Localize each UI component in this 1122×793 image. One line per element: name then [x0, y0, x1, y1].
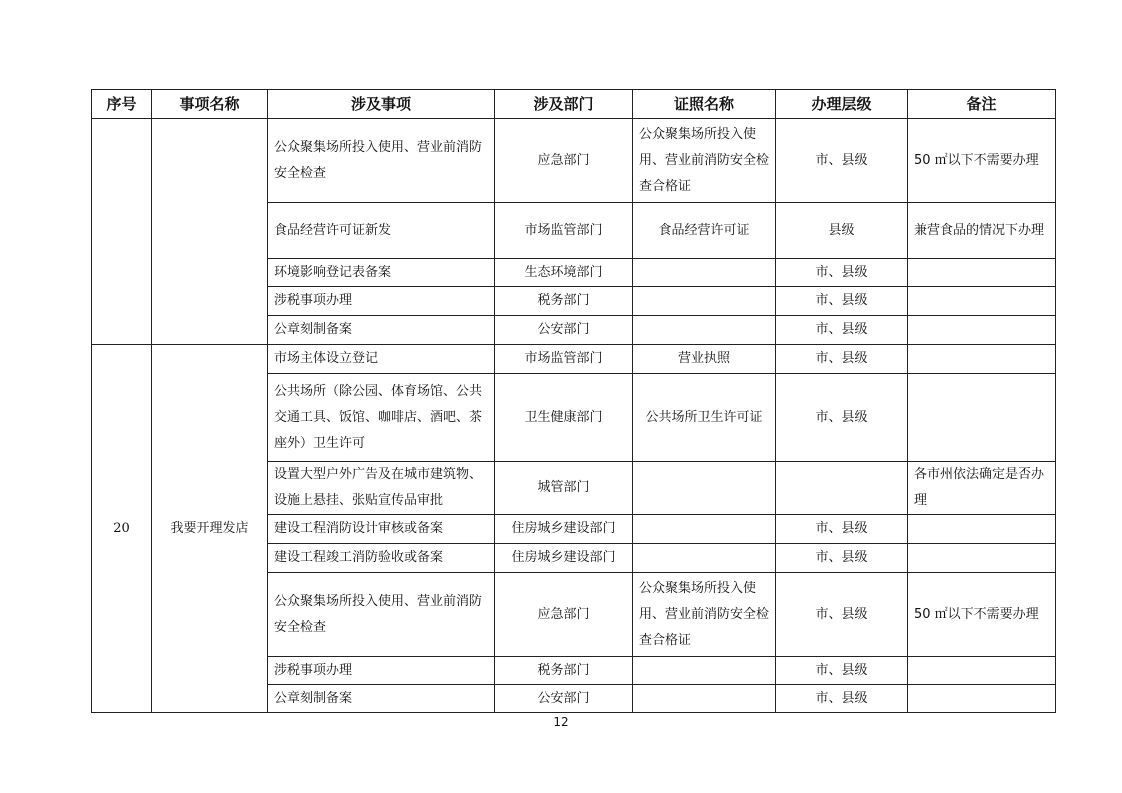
note-cell [908, 544, 1056, 573]
note-cell [908, 259, 1056, 287]
license-cell [633, 259, 776, 287]
level-cell: 市、县级 [776, 544, 908, 573]
page-number: 12 [553, 715, 569, 729]
level-cell: 市、县级 [776, 515, 908, 544]
license-cell [633, 462, 776, 515]
license-cell [633, 287, 776, 316]
level-cell: 市、县级 [776, 287, 908, 316]
header-row [92, 90, 1056, 119]
note-cell [908, 374, 1056, 462]
department-cell: 城管部门 [495, 462, 633, 515]
note-cell [908, 657, 1056, 685]
involved-item-cell: 公众聚集场所投入使用、营业前消防安全检查 [268, 119, 495, 203]
license-cell [633, 515, 776, 544]
header-department: 涉及部门 [495, 90, 633, 119]
involved-item-cell: 建设工程消防设计审核或备案 [268, 515, 495, 544]
department-cell: 住房城乡建设部门 [495, 515, 633, 544]
level-cell: 市、县级 [776, 657, 908, 685]
department-cell: 应急部门 [495, 573, 633, 657]
license-cell: 食品经营许可证 [633, 203, 776, 259]
level-cell: 市、县级 [776, 573, 908, 657]
involved-item-cell: 市场主体设立登记 [268, 345, 495, 374]
license-cell [633, 316, 776, 345]
department-cell: 应急部门 [495, 119, 633, 203]
note-cell [908, 515, 1056, 544]
header-level: 办理层级 [776, 90, 908, 119]
department-cell: 税务部门 [495, 657, 633, 685]
level-cell [776, 462, 908, 515]
header-involved-item: 涉及事项 [268, 90, 495, 119]
note-cell [908, 287, 1056, 316]
note-cell: 各市州依法确定是否办理 [908, 462, 1056, 515]
note-cell: 兼营食品的情况下办理 [908, 203, 1056, 259]
header-seq: 序号 [92, 90, 152, 119]
department-cell: 公安部门 [495, 316, 633, 345]
table-row [92, 119, 1056, 203]
level-cell: 市、县级 [776, 374, 908, 462]
involved-item-cell: 建设工程竣工消防验收或备案 [268, 544, 495, 573]
note-cell: 50 ㎡以下不需要办理 [908, 573, 1056, 657]
license-cell: 营业执照 [633, 345, 776, 374]
level-cell: 市、县级 [776, 345, 908, 374]
department-cell: 市场监管部门 [495, 203, 633, 259]
note-cell [908, 316, 1056, 345]
level-cell: 市、县级 [776, 119, 908, 203]
department-cell: 卫生健康部门 [495, 374, 633, 462]
department-cell: 住房城乡建设部门 [495, 544, 633, 573]
department-cell: 生态环境部门 [495, 259, 633, 287]
involved-item-cell: 公章刻制备案 [268, 316, 495, 345]
header-matter-name: 事项名称 [152, 90, 268, 119]
header-license: 证照名称 [633, 90, 776, 119]
header-note: 备注 [908, 90, 1056, 119]
involved-item-cell: 设置大型户外广告及在城市建筑物、设施上悬挂、张贴宣传品审批 [268, 462, 495, 515]
level-cell: 市、县级 [776, 316, 908, 345]
matter-name-cell [152, 119, 268, 345]
table-row [92, 345, 1056, 374]
matters-table [91, 89, 1056, 713]
license-cell [633, 544, 776, 573]
license-cell: 公众聚集场所投入使用、营业前消防安全检查合格证 [633, 119, 776, 203]
department-cell: 公安部门 [495, 685, 633, 713]
seq-cell [92, 119, 152, 345]
license-cell [633, 685, 776, 713]
note-cell: 50 ㎡以下不需要办理 [908, 119, 1056, 203]
license-cell [633, 657, 776, 685]
license-cell: 公众聚集场所投入使用、营业前消防安全检查合格证 [633, 573, 776, 657]
involved-item-cell: 涉税事项办理 [268, 287, 495, 316]
involved-item-cell: 公章刻制备案 [268, 685, 495, 713]
department-cell: 税务部门 [495, 287, 633, 316]
level-cell: 市、县级 [776, 685, 908, 713]
matter-name-cell: 我要开理发店 [152, 345, 268, 713]
level-cell: 市、县级 [776, 259, 908, 287]
involved-item-cell: 食品经营许可证新发 [268, 203, 495, 259]
license-cell: 公共场所卫生许可证 [633, 374, 776, 462]
seq-cell: 20 [92, 345, 152, 713]
level-cell: 县级 [776, 203, 908, 259]
involved-item-cell: 公共场所（除公园、体育场馆、公共交通工具、饭馆、咖啡店、酒吧、茶座外）卫生许可 [268, 374, 495, 462]
note-cell [908, 345, 1056, 374]
involved-item-cell: 环境影响登记表备案 [268, 259, 495, 287]
note-cell [908, 685, 1056, 713]
involved-item-cell: 公众聚集场所投入使用、营业前消防安全检查 [268, 573, 495, 657]
department-cell: 市场监管部门 [495, 345, 633, 374]
involved-item-cell: 涉税事项办理 [268, 657, 495, 685]
